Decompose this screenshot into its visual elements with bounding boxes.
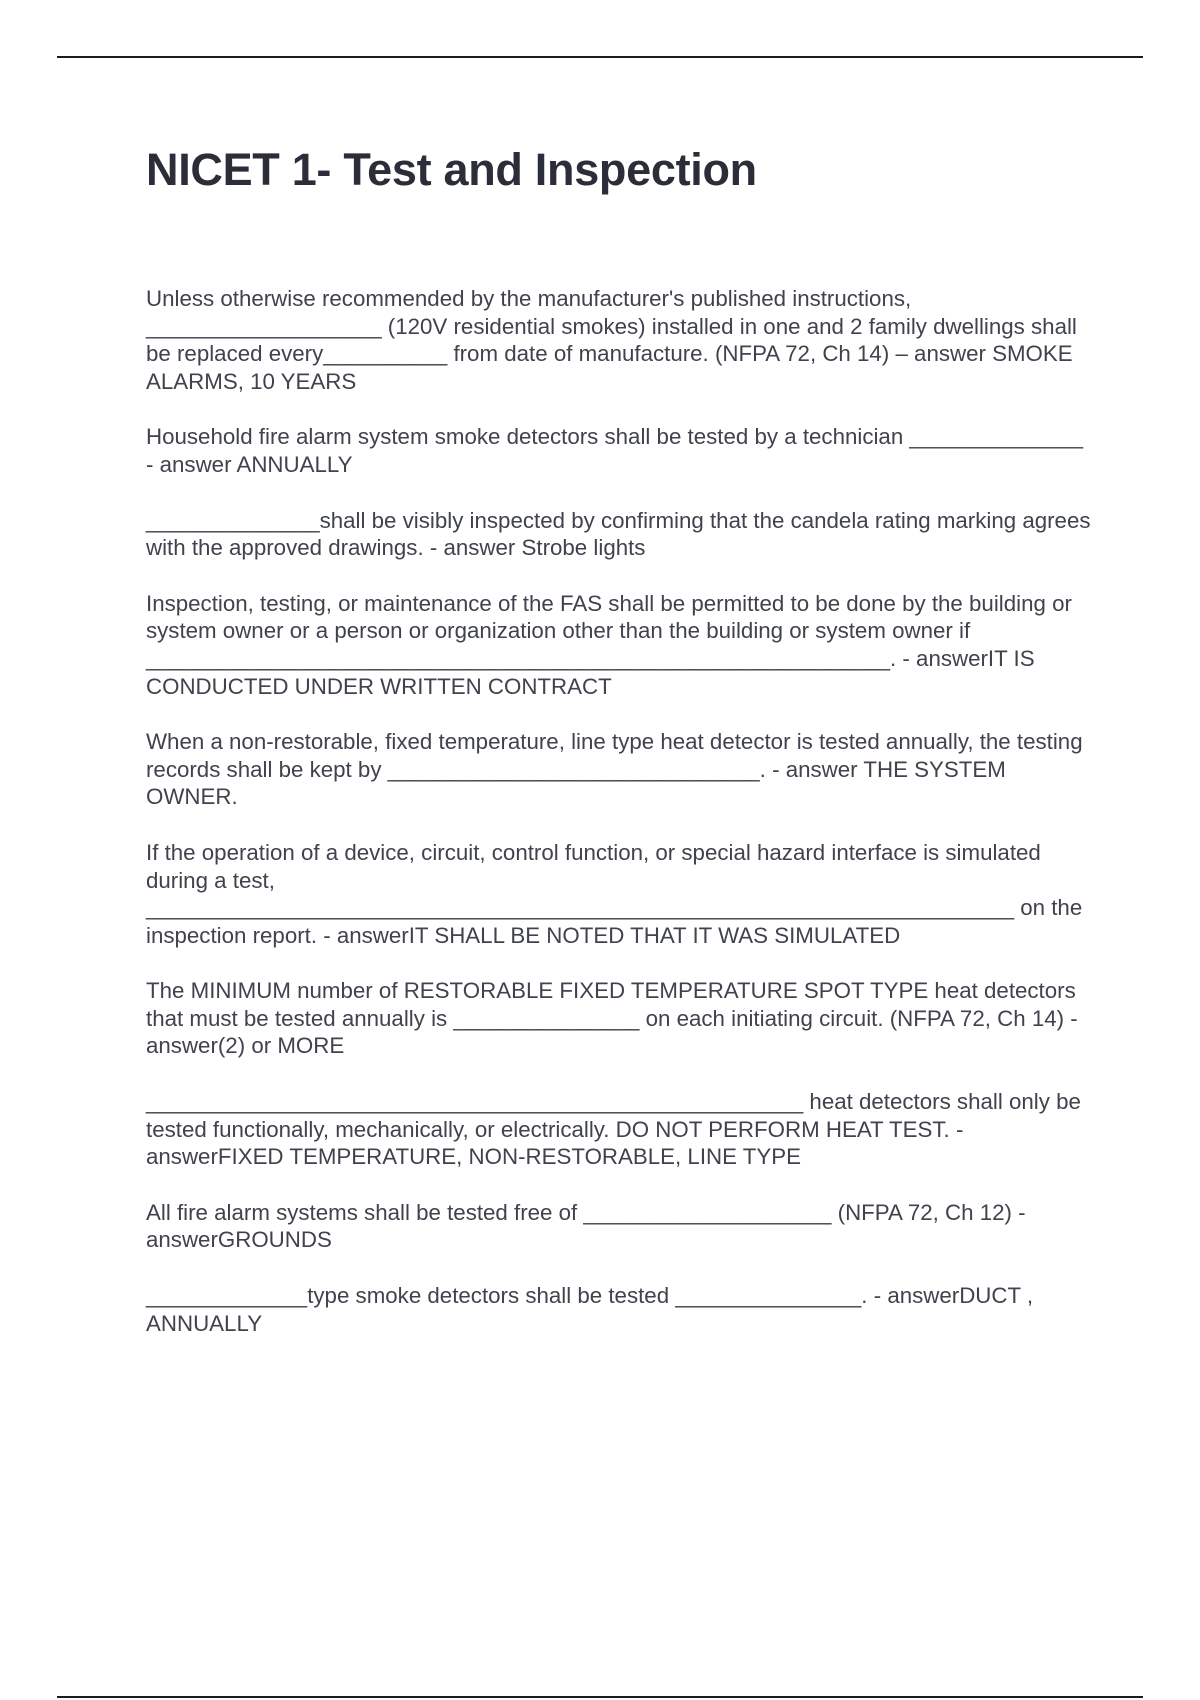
bottom-divider: [57, 1696, 1143, 1698]
question-item: _____________________________________________________ heat detectors shall only be tested functionally, mechanically, or electrically. DO NOT PERFORM HEAT TEST. - answerFIXED TEMPERATURE, NON-RESTORABLE, LINE TYPE: [146, 1089, 1081, 1170]
question-item: ______________shall be visibly inspected by confirming that the candela rating marking agrees with the approved drawings. - answer Strobe lights: [146, 507, 1091, 561]
question-item: Household fire alarm system smoke detectors shall be tested by a technician ______________ - answer ANNUALLY: [146, 424, 1084, 477]
question-list: [146, 285, 1091, 1365]
question-item: If the operation of a device, circuit, control function, or special hazard interface is simulated during a test, ______________________________________________________________________ on the inspection report. - answerIT SHALL BE NOTED THAT IT WAS SIMULATED: [146, 839, 1083, 948]
question-item: Unless otherwise recommended by the manufacturer's published instructions, ___________________ (120V residential smokes) installed in one and 2 family dwellings shall be replaced every__________ from date of manufacture. (NFPA 72, Ch 14) – answer SMOKE ALARMS, 10 YEARS: [146, 286, 1077, 394]
question-item: When a non-restorable, fixed temperature, line type heat detector is tested annually, the testing records shall be kept by ______________________________. - answer THE SYSTEM OWNER.: [146, 729, 1083, 810]
question-item: The MINIMUM number of RESTORABLE FIXED TEMPERATURE SPOT TYPE heat detectors that must be tested annually is _______________ on each initiating circuit. (NFPA 72, Ch 14) - answer(2) or MORE: [146, 978, 1078, 1059]
top-divider: [57, 56, 1143, 58]
document-title: NICET 1- Test and Inspection: [146, 144, 757, 195]
question-item: _____________type smoke detectors shall be tested _______________. - answerDUCT , ANNUALLY: [146, 1283, 1034, 1336]
question-item: Inspection, testing, or maintenance of the FAS shall be permitted to be done by the building or system owner or a person or organization other than the building or system owner if ____________________________________________________________. - answerIT IS CONDUCTED UNDER WRITTEN CONTRACT: [146, 590, 1072, 699]
question-item: All fire alarm systems shall be tested free of ____________________ (NFPA 72, Ch 12) - answerGROUNDS: [146, 1199, 1026, 1253]
